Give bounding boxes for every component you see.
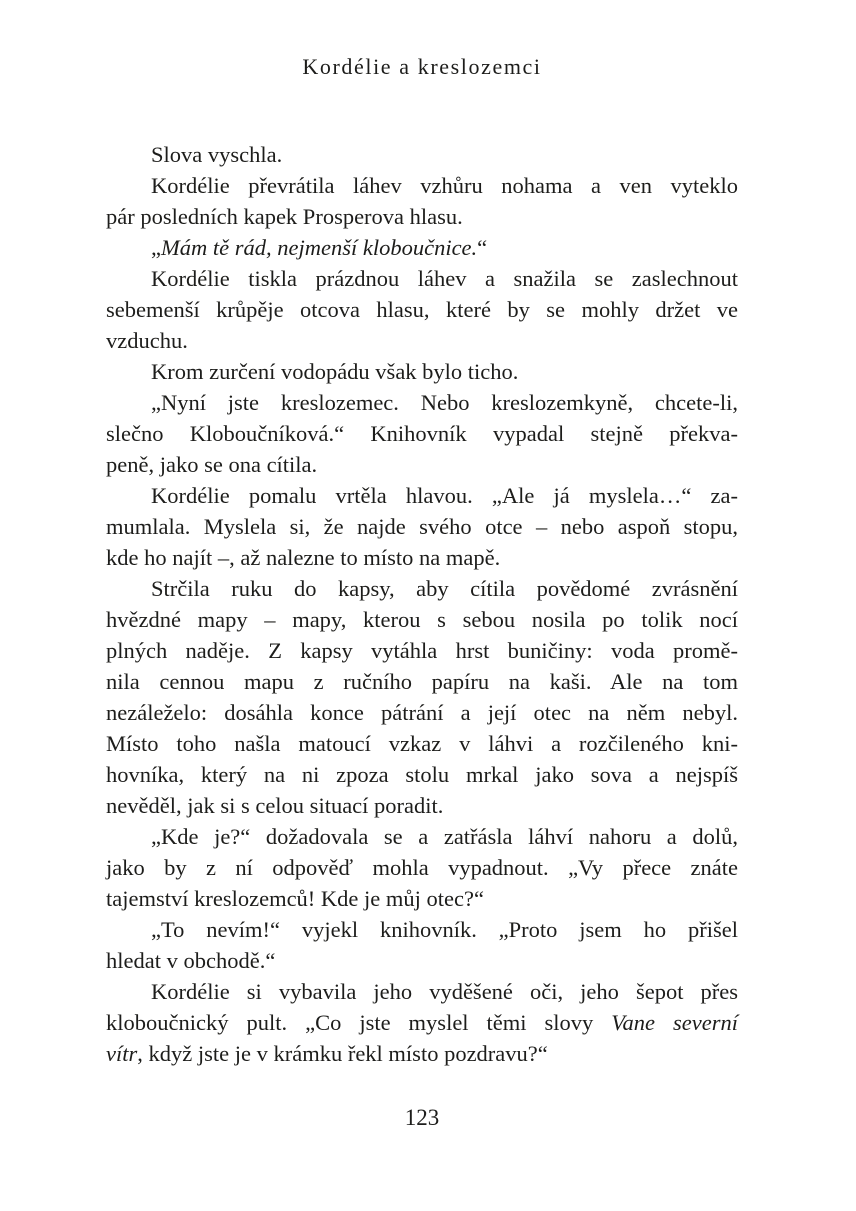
text-run: sebemenší krůpěje otcova hlasu, které by se mohly držet ve [106, 297, 738, 322]
text-run: Kordélie si vybavila jeho vyděšené oči, jeho šepot přes [151, 979, 738, 1004]
text-run: mumlala. Myslela si, že najde svého otce – nebo aspoň stopu, [106, 514, 738, 539]
text-run: kloboučnický pult. „Co jste myslel těmi slovy [106, 1010, 612, 1035]
text-run: slečno Kloboučníková.“ Knihovník vypadal stejně překva- [106, 421, 738, 446]
text-run: Strčila ruku do kapsy, aby cítila povědomé zvrásnění [151, 576, 738, 601]
text-run: plných naděje. Z kapsy vytáhla hrst buničiny: voda promě- [106, 638, 738, 663]
text-line [106, 759, 738, 790]
text-line [106, 387, 738, 418]
text-line [106, 976, 738, 1007]
text-run: Slova vyschla. [151, 142, 283, 167]
text-line [106, 604, 738, 635]
text-line [106, 1007, 738, 1038]
text-run: Kordélie převrátila láhev vzhůru nohama a ven vyteklo [151, 173, 738, 198]
text-line [106, 883, 738, 914]
italic-text: vítr [106, 1041, 138, 1066]
text-line [106, 356, 738, 387]
text-run: vzduchu. [106, 328, 188, 353]
page-text [106, 139, 738, 1069]
text-line [106, 232, 738, 263]
text-run: nevěděl, jak si s celou situací poradit. [106, 793, 444, 818]
text-run: nezáleželo: dosáhla konce pátrání a její otec na něm nebyl. [106, 700, 738, 725]
text-line [106, 1038, 738, 1069]
text-line [106, 728, 738, 759]
text-line [106, 666, 738, 697]
text-run: „ [151, 235, 161, 260]
text-run: hovníka, který na ni zpoza stolu mrkal jako sova a nejspíš [106, 762, 738, 787]
text-run: nila cennou mapu z ručního papíru na kaši. Ale na tom [106, 669, 738, 694]
text-line [106, 418, 738, 449]
text-run: jako by z ní odpověď mohla vypadnout. „Vy přece znáte [106, 855, 738, 880]
italic-text: Vane severní [611, 1010, 738, 1035]
text-line [106, 852, 738, 883]
text-line [106, 635, 738, 666]
text-line [106, 945, 738, 976]
text-run: „Nyní jste kreslozemec. Nebo kreslozemkyně, chcete-li, [151, 390, 738, 415]
text-run: Místo toho našla matoucí vzkaz v láhvi a rozčileného kni- [106, 731, 738, 756]
text-line [106, 697, 738, 728]
text-line [106, 480, 738, 511]
text-line [106, 294, 738, 325]
text-run: kde ho najít –, až nalezne to místo na mapě. [106, 545, 501, 570]
text-line [106, 542, 738, 573]
text-run: hvězdné mapy – mapy, kterou s sebou nosila po tolik nocí [106, 607, 738, 632]
text-run: „Kde je?“ dožadovala se a zatřásla láhví nahoru a dolů, [151, 824, 738, 849]
text-run: , když jste je v krámku řekl místo pozdravu?“ [137, 1041, 548, 1066]
text-line [106, 914, 738, 945]
text-run: Krom zurčení vodopádu však bylo ticho. [151, 359, 519, 384]
text-line [106, 263, 738, 294]
text-run: peně, jako se ona cítila. [106, 452, 318, 477]
text-line [106, 325, 738, 356]
text-run: Kordélie pomalu vrtěla hlavou. „Ale já myslela…“ za- [151, 483, 738, 508]
text-run: pár posledních kapek Prosperova hlasu. [106, 204, 463, 229]
text-line [106, 573, 738, 604]
running-header: Kordélie a kreslozemci [302, 54, 542, 79]
text-run: “ [477, 235, 488, 260]
text-line [106, 821, 738, 852]
page-number: 123 [404, 1105, 440, 1130]
text-line [106, 511, 738, 542]
italic-text: Mám tě rád, nejmenší kloboučnice. [161, 235, 478, 260]
text-line [106, 790, 738, 821]
text-line [106, 170, 738, 201]
text-line [106, 139, 738, 170]
text-line [106, 201, 738, 232]
text-run: tajemství kreslozemců! Kde je můj otec?“ [106, 886, 484, 911]
text-line [106, 449, 738, 480]
text-run: Kordélie tiskla prázdnou láhev a snažila se zaslechnout [151, 266, 738, 291]
text-run: „To nevím!“ vyjekl knihovník. „Proto jsem ho přišel [151, 917, 738, 942]
text-run: hledat v obchodě.“ [106, 948, 276, 973]
